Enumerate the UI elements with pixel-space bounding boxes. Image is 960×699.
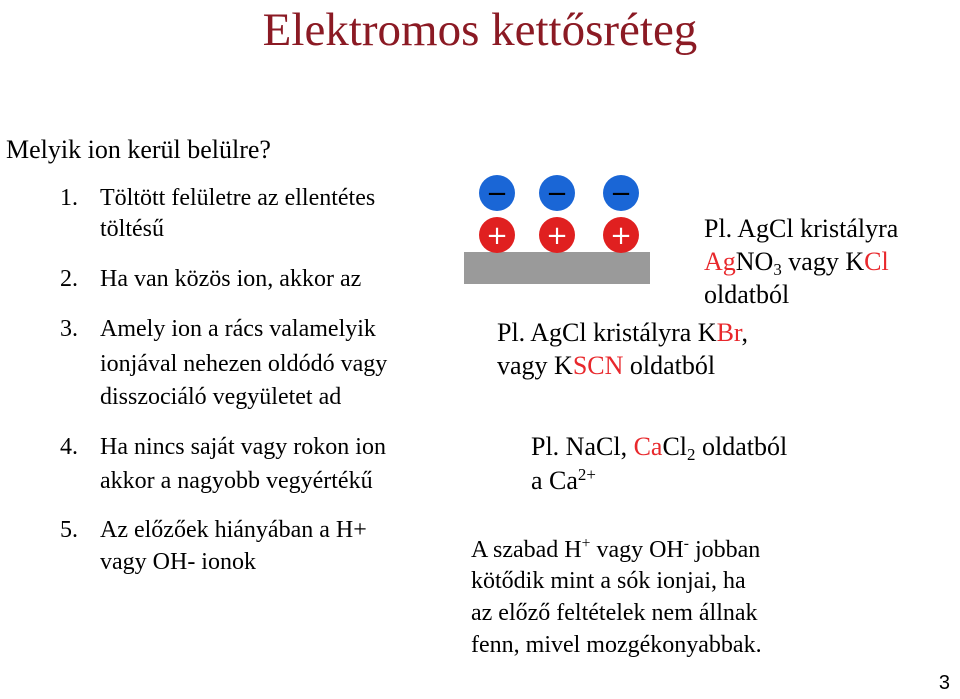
example-line bbox=[704, 245, 889, 278]
list-line: Ha van közös ion, akkor az bbox=[100, 266, 362, 292]
example-line bbox=[497, 349, 715, 382]
list-line: Ha nincs saját vagy rokon ion bbox=[100, 434, 386, 460]
note-part: vagy OH bbox=[590, 537, 684, 563]
list-item-3 bbox=[60, 314, 376, 345]
list-number: 3. bbox=[60, 316, 78, 342]
highlight-cl: Cl bbox=[864, 247, 889, 276]
minus-sign: − bbox=[610, 179, 632, 209]
list-line: Amely ion a rács valamelyik bbox=[100, 316, 376, 342]
formula-part: , bbox=[741, 318, 749, 347]
example-line: Pl. AgCl kristályra bbox=[704, 214, 899, 243]
list-number: 4. bbox=[60, 434, 78, 460]
formula-part: NO bbox=[735, 247, 774, 276]
superscript: + bbox=[581, 535, 591, 553]
formula-part: a Ca bbox=[531, 466, 578, 495]
superscript: 2+ bbox=[577, 464, 596, 484]
note-part: A szabad H bbox=[471, 537, 582, 563]
highlight-br: Br bbox=[716, 318, 742, 347]
plus-sign: + bbox=[546, 221, 568, 251]
formula-part: vagy K bbox=[781, 247, 865, 276]
list-item-3-cont: disszociáló vegyületet ad bbox=[100, 384, 342, 410]
list-item-3-cont: ionjával nehezen oldódó vagy bbox=[100, 351, 388, 377]
highlight-ca: Ca bbox=[633, 432, 663, 461]
double-layer-diagram bbox=[460, 168, 660, 288]
formula-part: vagy K bbox=[497, 351, 573, 380]
list-number: 1. bbox=[60, 185, 78, 211]
list-number: 5. bbox=[60, 517, 78, 543]
plus-sign: + bbox=[610, 221, 632, 251]
page-number: 3 bbox=[938, 672, 950, 694]
list-item-1-cont: töltésű bbox=[100, 216, 164, 242]
subscript: 2 bbox=[687, 445, 696, 465]
example-line bbox=[531, 430, 787, 463]
crystal-surface bbox=[464, 252, 650, 284]
note-line bbox=[471, 535, 760, 566]
note-line: kötődik mint a sók ionjai, ha bbox=[471, 568, 746, 594]
minus-sign: − bbox=[546, 179, 568, 209]
formula-part: Pl. AgCl kristályra K bbox=[497, 318, 717, 347]
list-item-4 bbox=[60, 432, 386, 463]
highlight-ag: Ag bbox=[704, 247, 736, 276]
list-line: Az előzőek hiányában a H+ bbox=[100, 517, 367, 543]
superscript: - bbox=[683, 535, 689, 553]
list-item-4-cont: akkor a nagyobb vegyértékű bbox=[100, 468, 373, 494]
note-line: az előző feltételek nem állnak bbox=[471, 600, 758, 626]
subscript: 3 bbox=[773, 260, 782, 280]
note-part: jobban bbox=[688, 537, 761, 563]
list-number: 2. bbox=[60, 266, 78, 292]
example-line: oldatból bbox=[704, 280, 790, 309]
example-line bbox=[531, 464, 596, 497]
note-line: fenn, mivel mozgékonyabbak. bbox=[471, 632, 762, 658]
list-item-5-cont: vagy OH- ionok bbox=[100, 549, 256, 575]
list-item-2 bbox=[60, 264, 361, 295]
list-item-1 bbox=[60, 183, 375, 214]
list-line: Töltött felületre az ellentétes bbox=[100, 185, 376, 211]
list-item-5 bbox=[60, 515, 367, 546]
minus-sign: − bbox=[486, 179, 508, 209]
question-text: Melyik ion kerül belülre? bbox=[6, 135, 271, 164]
slide-title: Elektromos kettősréteg bbox=[262, 4, 698, 56]
formula-part: oldatból bbox=[695, 432, 788, 461]
plus-sign: + bbox=[486, 221, 508, 251]
highlight-scn: SCN bbox=[572, 351, 624, 380]
example-line bbox=[497, 316, 748, 349]
formula-part: Pl. NaCl, bbox=[531, 432, 634, 461]
formula-part: Cl bbox=[662, 432, 688, 461]
formula-part: oldatból bbox=[623, 351, 716, 380]
